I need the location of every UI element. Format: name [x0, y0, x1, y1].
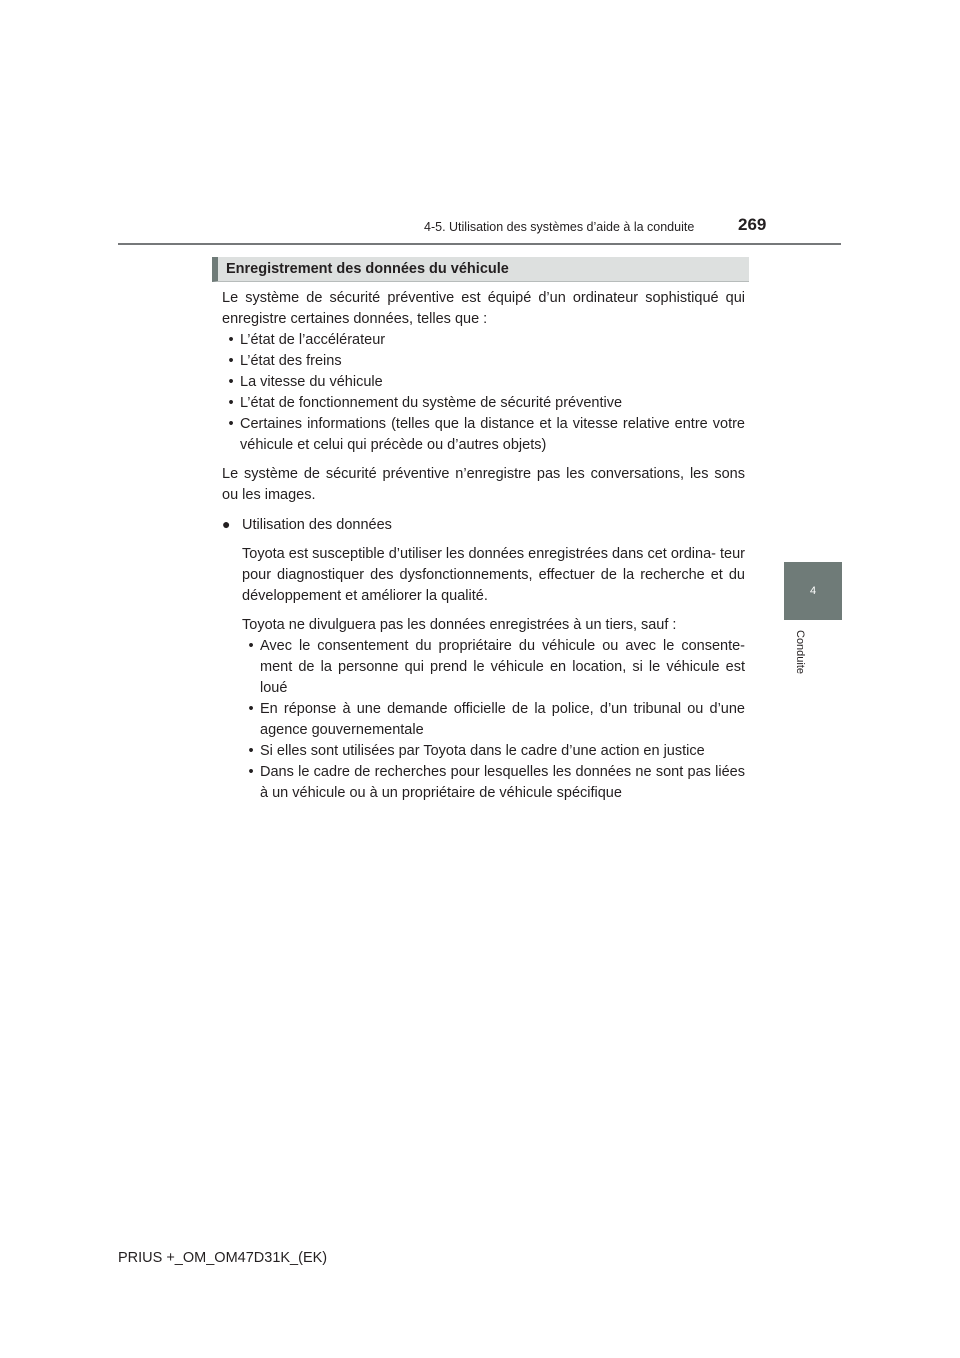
list-item: • Dans le cadre de recherches pour lesquelles les données ne sont pas liées à un véhicule ou à un propriétaire de véhicule spécifique [248, 764, 745, 801]
usage-paragraph-1: Toyota est susceptible d’utiliser les données enregistrées dans cet ordina- teur pour diagnostiquer des dysfonctionnements, effectuer de la recherche et du développement et améliorer la qualité. [242, 546, 745, 604]
list-item: • En réponse à une demande officielle de la police, d’un tribunal ou d’une agence gouvernementale [248, 701, 745, 738]
list-item: • L’état de l’accélérateur [228, 332, 386, 348]
list-item: • L’état de fonctionnement du système de sécurité préventive [228, 395, 623, 411]
usage-heading-row [222, 514, 745, 536]
section-title-bar [212, 257, 749, 282]
running-header: 4-5. Utilisation des systèmes d’aide à la conduite [424, 220, 695, 234]
usage-heading: Utilisation des données [242, 517, 392, 533]
list-item: • L’état des freins [228, 353, 342, 369]
usage-bullet-list [242, 636, 745, 804]
intro-bullet-list [222, 330, 745, 456]
list-item: • La vitesse du véhicule [228, 374, 383, 390]
list-item: • Certaines informations (telles que la distance et la vitesse relative entre votre véhicule et celui qui précède ou d’autres objets) [228, 416, 745, 453]
usage-section [242, 544, 745, 804]
chapter-tab[interactable] [784, 562, 842, 620]
list-item: • Si elles sont utilisées par Toyota dans le cadre d’une action en justice [248, 743, 705, 759]
chapter-label: Conduite [794, 630, 806, 675]
bullet-disc-icon: ● [222, 516, 231, 532]
chapter-number: 4 [809, 585, 817, 597]
section-title: Enregistrement des données du véhicule [226, 261, 509, 277]
body-content [222, 288, 745, 804]
footer-code: PRIUS +_OM_OM47D31K_(EK) [118, 1250, 328, 1266]
list-item: • Avec le consentement du propriétaire du véhicule ou avec le consente- ment de la personne qui prend le véhicule en location, si le véhicule est loué [248, 638, 745, 696]
no-record-paragraph: Le système de sécurité préventive n’enregistre pas les conversations, les sons ou les images. [222, 466, 745, 503]
page-number: 269 [738, 215, 767, 234]
usage-paragraph-2: Toyota ne divulguera pas les données enregistrées à un tiers, sauf : [242, 617, 677, 633]
intro-paragraph: Le système de sécurité préventive est équipé d’un ordinateur sophistiqué qui enregistre certaines données, telles que : [222, 290, 745, 327]
header-divider [118, 243, 841, 245]
